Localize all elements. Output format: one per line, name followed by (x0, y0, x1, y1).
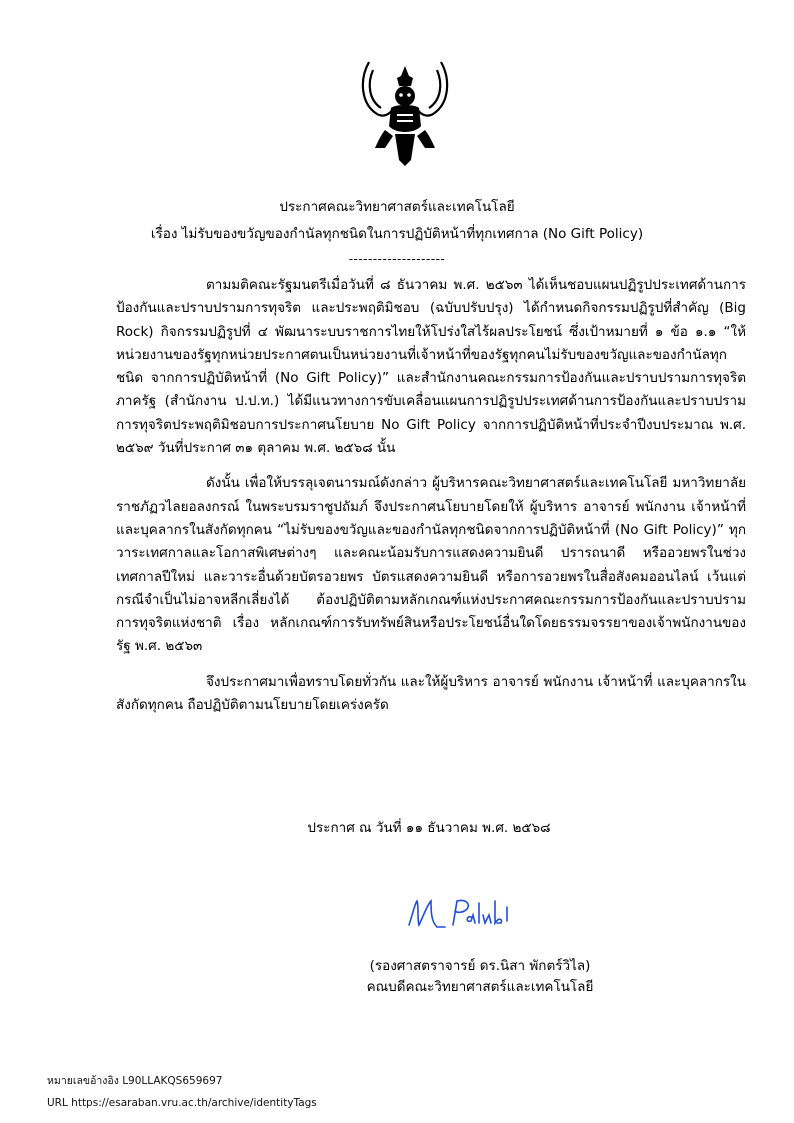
paragraph: จึงประกาศมาเพื่อทราบโดยทั่วกัน และให้ผู้บริหาร อาจารย์ พนักงาน เจ้าหน้าที่ และบุคลากรในสังกัดทุกคน ถือปฏิบัติตามนโยบายโดยเคร่งครัด (116, 673, 746, 714)
separator-line: -------------------- (348, 252, 446, 266)
reference-number: หมายเลขอ้างอิง L90LLAKQS659697 (47, 1075, 223, 1087)
paragraph: ดังนั้น เพื่อให้บรรลุเจตนารมณ์ดังกล่าว ผู้บริหารคณะวิทยาศาสตร์และเทคโนโลยี มหาวิทยาลัยราชภัฏวไลยอลงกรณ์ ในพระบรมราชูปถัมภ์ จึงประกาศนโยบายโดยให้ ผู้บริหาร อาจารย์ พนักงาน เจ้าหน้าที่ และบุคลากรในสังกัดทุกคน “ไม่รับของขวัญและของกำนัลทุกชนิดจากการปฏิบัติหน้าที่ (No Gift Policy)” ทุกวาระเทศกาลและโอกาสพิเศษต่างๆ และคณะน้อมรับการแสดงความยินดี ปรารถนาดี หรืออวยพรในช่วงเทศกาลปีใหม่ และวาระอื่นด้วยบัตรอวยพร บัตรแสดงความยินดี หรือการอวยพรในสื่อสังคมออนไลน์ เว้นแต่กรณีจำเป็นไม่อาจหลีกเลี่ยงได้ ต้องปฏิบัติตามหลักเกณฑ์แห่งประกาศคณะกรรมการป้องกันและปราบปรามการทุจริตแห่งชาติ เรื่อง หลักเกณฑ์การรับทรัพย์สินหรือประโยชน์อื่นใดโดยธรรมจรรยาของเจ้าพนักงานของรัฐ พ.ศ. ๒๕๖๓ (116, 475, 746, 655)
announcement-title: ประกาศคณะวิทยาศาสตร์และเทคโนโลยี (279, 199, 515, 215)
subject-line: เรื่อง ไม่รับของขวัญของกำนัลทุกชนิดในการปฏิบัติหน้าที่ทุกเทศกาล (No Gift Policy) (150, 226, 644, 242)
announcement-body (116, 274, 746, 729)
document-url[interactable]: URL https://esaraban.vru.ac.th/archive/identityTags (47, 1097, 317, 1109)
announcement-date: ประกาศ ณ วันที่ ๑๑ ธันวาคม พ.ศ. ๒๕๖๘ (307, 820, 551, 836)
signature-image (405, 893, 535, 933)
signer-name: (รองศาสตราจารย์ ดร.นิสา พักตร์วิไล) (369, 958, 591, 974)
paragraph: ตามมติคณะรัฐมนตรีเมื่อวันที่ ๘ ธันวาคม พ.ศ. ๒๕๖๓ ได้เห็นชอบแผนปฏิรูปประเทศด้านการป้องกันและปราบปรามการทุจริต และประพฤติมิชอบ (ฉบับปรับปรุง) ได้กำหนดกิจกรรมปฏิรูปที่สำคัญ (Big Rock) กิจกรรมปฏิรูปที่ ๔ พัฒนาระบบราชการไทยให้โปร่งใสไร้ผลประโยชน์ ซึ่งเป้าหมายที่ ๑ ข้อ ๑.๑ “ให้หน่วยงานของรัฐทุกหน่วยประกาศตนเป็นหน่วยงานที่เจ้าหน้าที่ของรัฐทุกคนไม่รับของขวัญและของกำนัลทุกชนิด จากการปฏิบัติหน้าที่ (No Gift Policy)” และสำนักงานคณะกรรมการป้องกันและปราบปรามการทุจริตภาครัฐ (สำนักงาน ป.ป.ท.) ได้มีแนวทางการขับเคลื่อนแผนการปฏิรูปประเทศด้านการป้องกันและปราบปรามการทุจริตประพฤติมิชอบการประกาศนโยบาย No Gift Policy จากการปฏิบัติหน้าที่ประจำปีงบประมาณ พ.ศ. ๒๕๖๙ วันที่ประกาศ ๓๑ ตุลาคม พ.ศ. ๒๕๖๘ นั้น (116, 277, 746, 457)
signer-position: คณบดีคณะวิทยาศาสตร์และเทคโนโลยี (366, 979, 594, 995)
garuda-emblem-icon (355, 52, 455, 170)
